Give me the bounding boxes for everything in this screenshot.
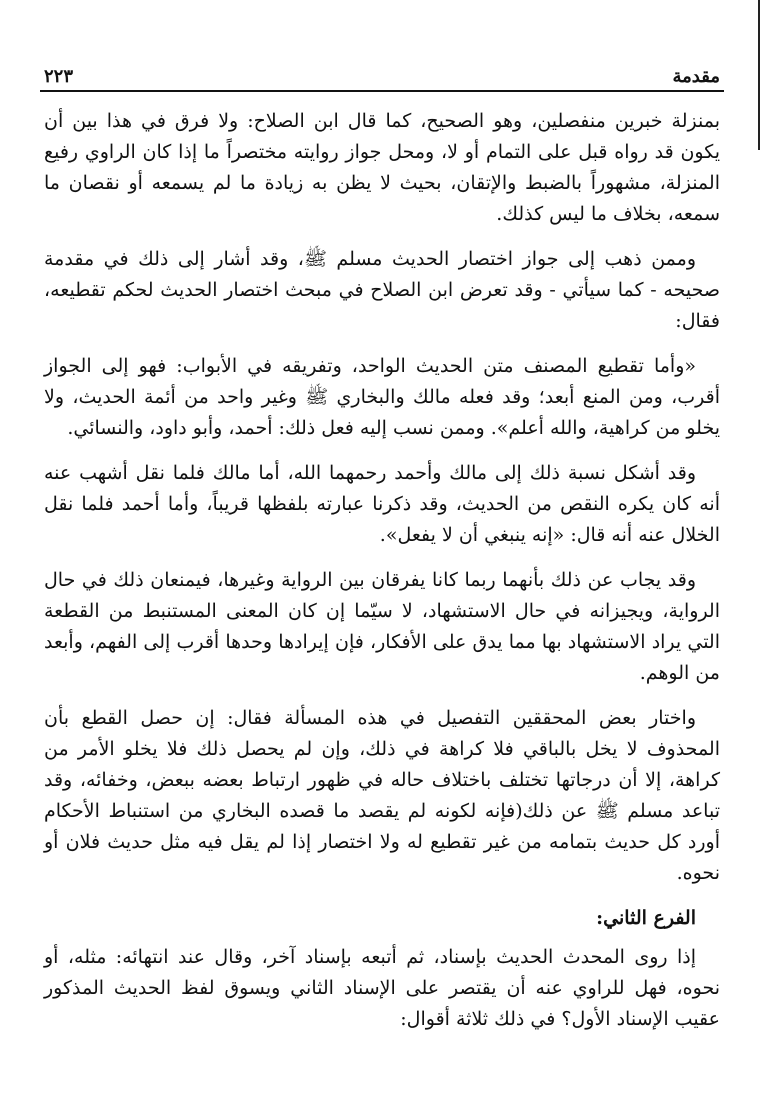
body-text — [44, 106, 720, 1049]
section-paragraph: إذا روى المحدث الحديث بإسناد، ثم أتبعه بإسناد آخر، وقال عند انتهائه: مثله، أو نحوه، فهل للراوي عنه أن يقتصر على الإسناد الثاني ويسوق لفظ الحديث المذكور عقيب الإسناد الأول؟ في ذلك ثلاثة أقوال: — [44, 946, 720, 1030]
paragraph-4: وقد أشكل نسبة ذلك إلى مالك وأحمد رحمهما الله، أما مالك فلما نقل أشهب عنه أنه كان يكره النقص من الحديث، وقد ذكرنا عبارته بلفظها قريباً، وأما أحمد فلما نقل الخلال عنه أنه قال: «إنه ينبغي أن لا يفعل». — [44, 462, 720, 546]
paragraph-3-quote: «وأما تقطيع المصنف متن الحديث الواحد، وتفريقه في الأبواب: فهو إلى الجواز أقرب، ومن المنع أبعد؛ وقد فعله مالك والبخاري ﷺ وغير واحد من أئمة الحديث، ولا يخلو من كراهية، والله أعلم». وممن نسب إليه فعل ذلك: أحمد، وأبو داود، والنسائي. — [44, 355, 720, 439]
page-edge-line — [758, 0, 760, 150]
header-rule — [40, 90, 724, 92]
running-title: مقدمة — [672, 66, 720, 87]
paragraph-5: وقد يجاب عن ذلك بأنهما ربما كانا يفرقان بين الرواية وغيرها، فيمنعان ذلك في حال الرواية، ويجيزانه في حال الاستشهاد، لا سيّما إن كان المعنى المستنبط من القطعة التي يراد الاستشهاد بها مما يدق على الأفكار، فإن إيرادها وحدها أقرب إلى الفهم، وأبعد من الوهم. — [44, 569, 720, 684]
page-number: ٢٢٣ — [44, 66, 74, 87]
paragraph-6: واختار بعض المحققين التفصيل في هذه المسألة فقال: إن حصل القطع بأن المحذوف لا يخل بالباقي فلا كراهة في ذلك، وإن لم يحصل ذلك فلا يخلو الأمر من كراهة، إلا أن درجاتها تختلف باختلاف حاله في ظهور ارتباط بعضه ببعض، وخفائه، وقد تباعد مسلم ﷺ عن ذلك(فإنه لكونه لم يقصد ما قصده البخاري من استنباط الأحكام أورد كل حديث بتمامه من غير تقطيع له ولا اختصار إذا لم يقل فيه مثل حديث فلان أو نحوه. — [44, 707, 720, 884]
section-heading: الفرع الثاني: — [596, 907, 696, 929]
paragraph-2: وممن ذهب إلى جواز اختصار الحديث مسلم ﷺ، وقد أشار إلى ذلك في مقدمة صحيحه - كما سيأتي - وقد تعرض ابن الصلاح في مبحث اختصار الحديث لحكم تقطيعه، فقال: — [44, 248, 720, 332]
paragraph-1: بمنزلة خبرين منفصلين، وهو الصحيح، كما قال ابن الصلاح: ولا فرق في هذا بين أن يكون قد رواه قبل على التمام أو لا، ومحل جواز روايته مختصراً ما إذا كان الراوي رفيع المنزلة، مشهوراً بالضبط والإتقان، بحيث لا يظن به زيادة ما لم يسمعه أو نقصان ما سمعه، بخلاف ما ليس كذلك. — [44, 110, 720, 225]
page-header — [44, 55, 720, 87]
